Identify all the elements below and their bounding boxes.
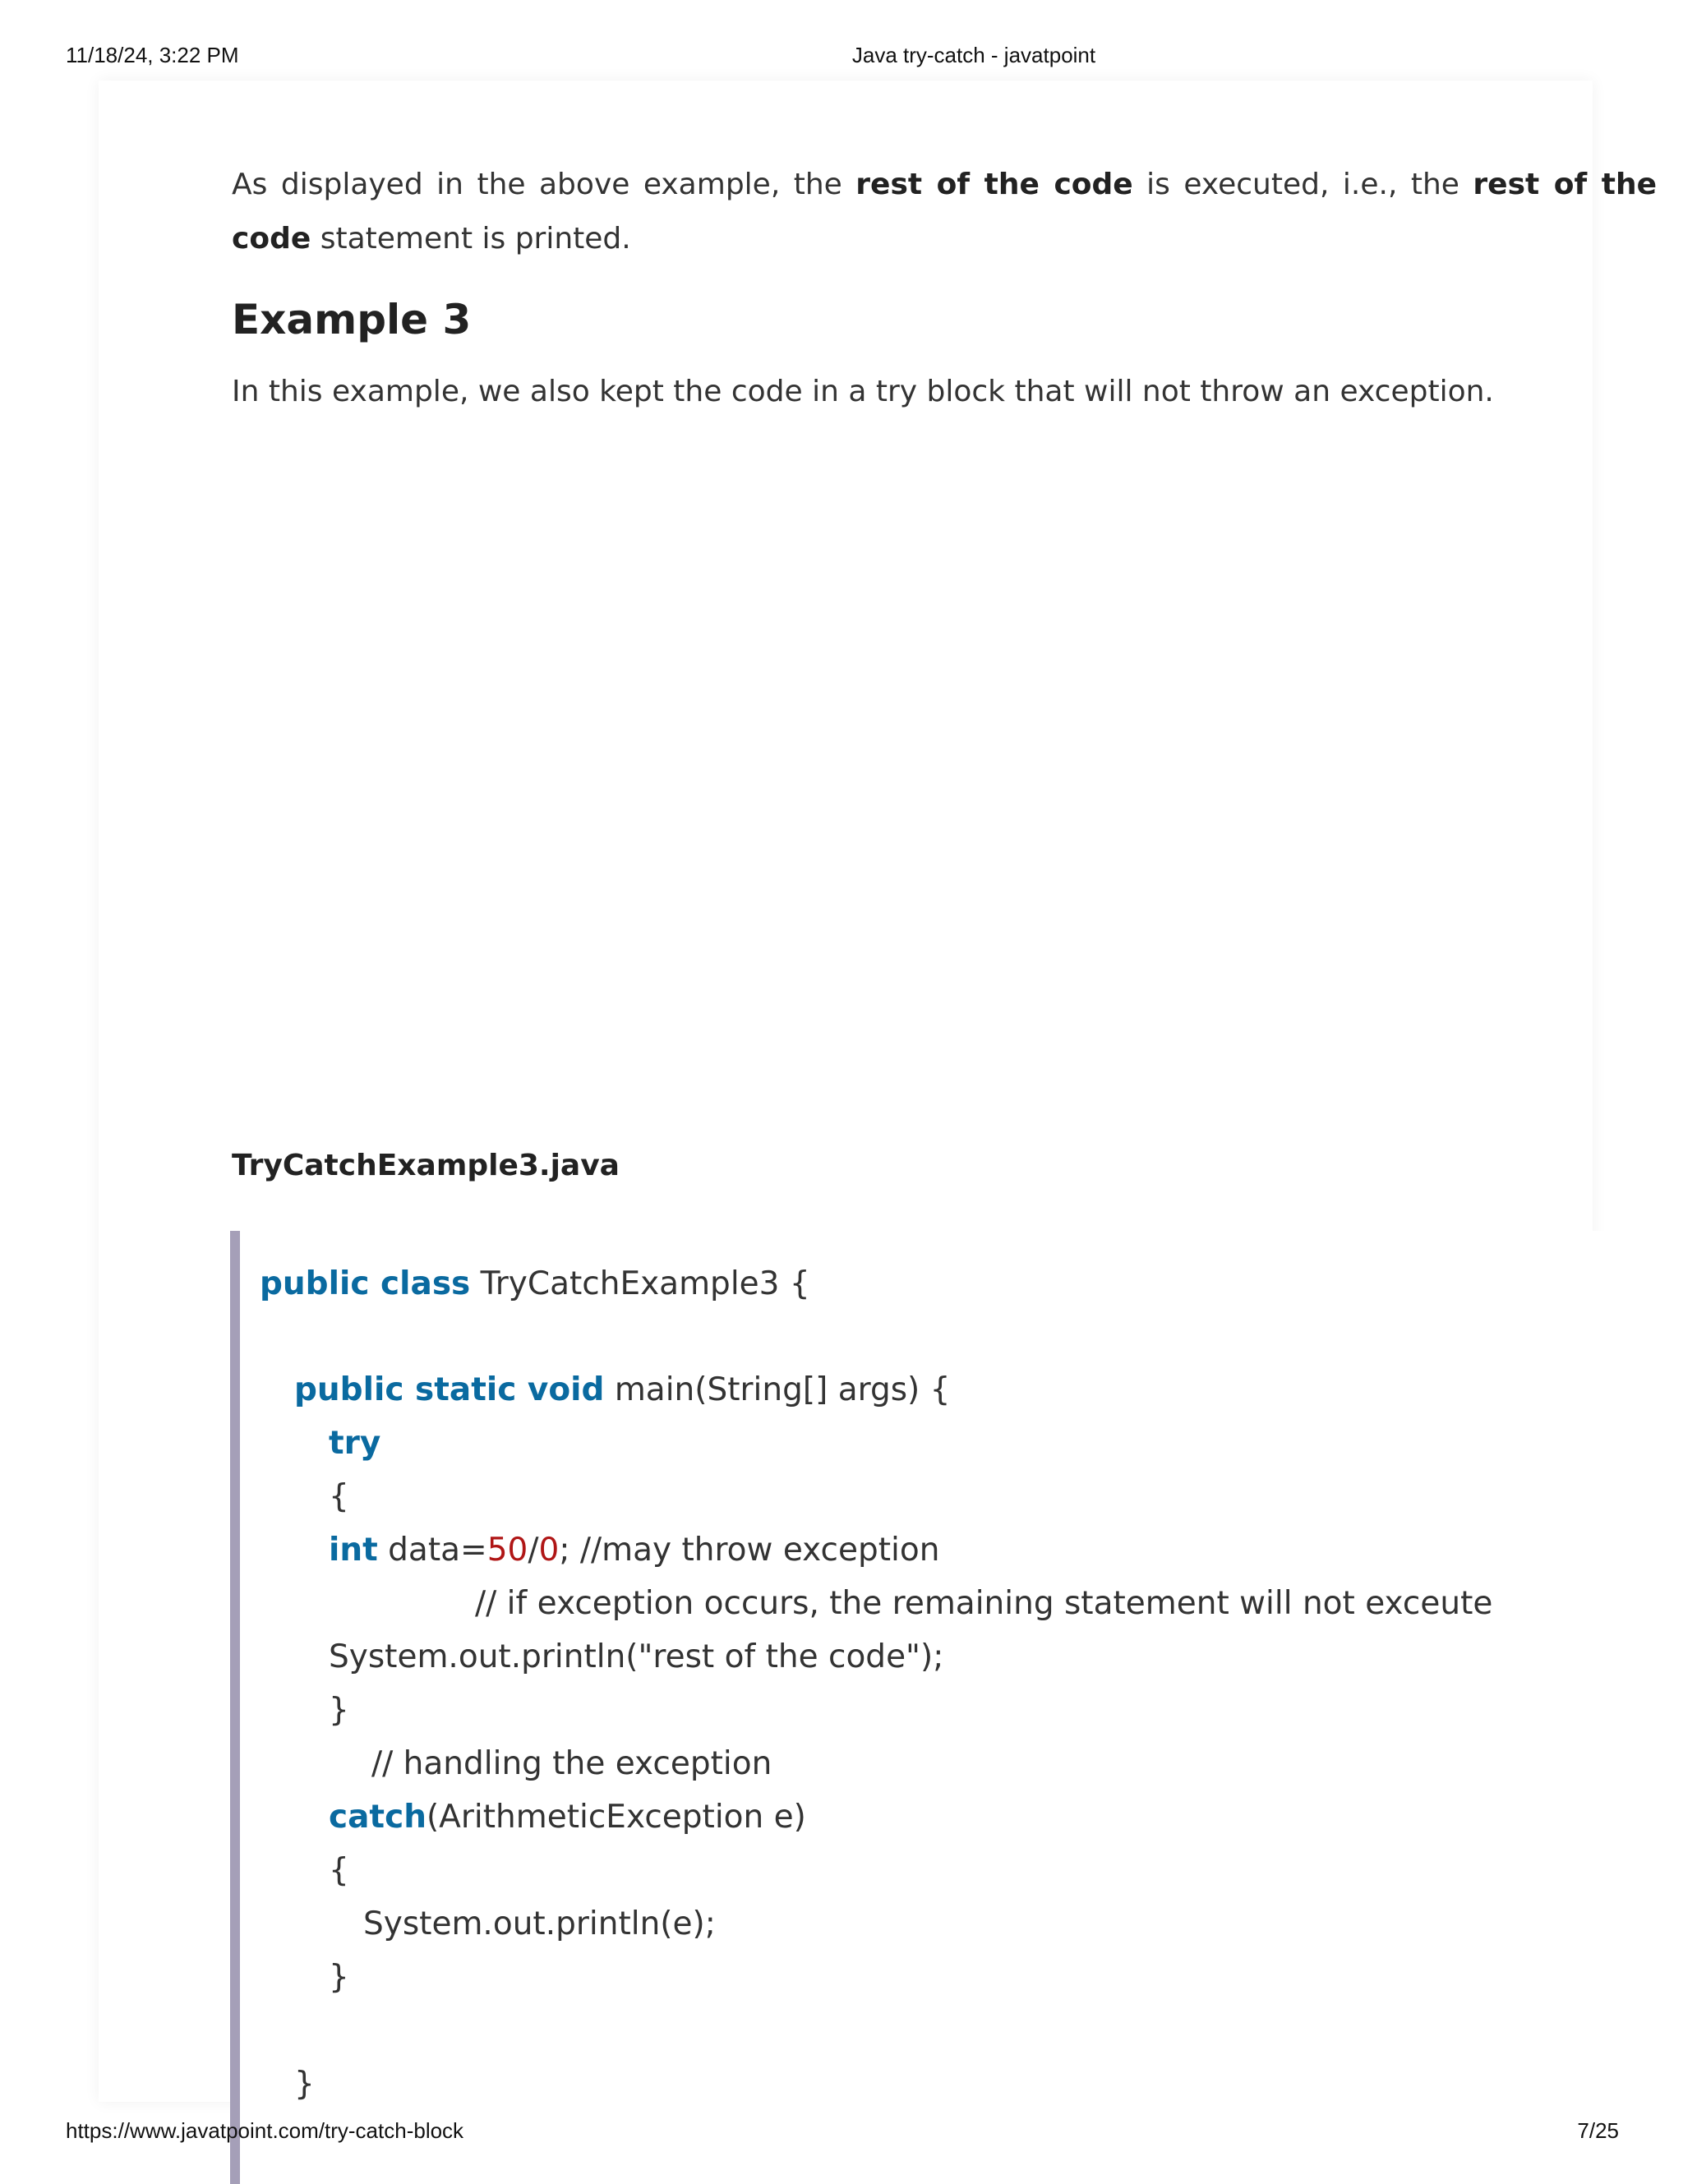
code-line: [260, 1265, 810, 1302]
code-keyword: int: [329, 1532, 378, 1569]
print-date: 11/18/24, 3:22 PM: [66, 43, 239, 67]
code-line: [329, 1532, 939, 1569]
code-line: }: [329, 1959, 349, 1996]
intro-line-1: [232, 158, 1657, 212]
article-content: [99, 81, 1658, 2103]
code-line: [329, 1799, 806, 1836]
code-line: {: [329, 1852, 349, 1889]
code-line: System.out.println("rest of the code");: [329, 1638, 944, 1675]
code-keyword: public static void: [294, 1371, 605, 1408]
code-text: main(String[] args) {: [604, 1371, 951, 1408]
code-line: }: [329, 1692, 349, 1729]
intro-bold: code: [232, 222, 311, 256]
code-text: TryCatchExample3 {: [470, 1265, 810, 1302]
code-keyword: catch: [329, 1799, 427, 1836]
code-keyword: public class: [260, 1265, 471, 1302]
code-number: 50: [486, 1532, 528, 1569]
code-line: [294, 1371, 950, 1408]
intro-bold: rest of the code: [855, 168, 1133, 201]
code-number: 0: [538, 1532, 560, 1569]
code-comment-line: // handling the exception: [371, 1745, 772, 1782]
code-text: data=: [377, 1532, 487, 1569]
code-comment-line: // if exception occurs, the remaining statement will not exceute: [475, 1585, 1493, 1622]
code-line: System.out.println(e);: [363, 1905, 716, 1942]
code-block[interactable]: [230, 1231, 1683, 2184]
code-line: }: [294, 2066, 315, 2103]
example-description: In this example, we also kept the code in a try block that will not throw an exception.: [232, 375, 1494, 408]
code-keyword: try: [329, 1425, 381, 1462]
code-line: [329, 1425, 380, 1462]
intro-text: statement is printed.: [311, 222, 631, 256]
intro-paragraph: [232, 158, 1657, 266]
code-comment: ; //may throw exception: [559, 1532, 940, 1569]
code-filename: TryCatchExample3.java: [232, 1149, 620, 1182]
code-line: {: [329, 1478, 349, 1515]
example-heading: Example 3: [232, 296, 472, 343]
intro-bold: rest of the: [1473, 168, 1658, 201]
print-page-title: Java try-catch - javatpoint: [851, 43, 1096, 67]
code-text: (ArithmeticException e): [426, 1799, 806, 1836]
intro-text: As displayed in the above example, the: [232, 168, 856, 201]
intro-text: is executed, i.e., the: [1132, 168, 1473, 201]
print-url: https://www.javatpoint.com/try-catch-block: [66, 2118, 464, 2143]
print-page-number: 7/25: [1577, 2118, 1619, 2143]
code-text: /: [528, 1532, 539, 1569]
